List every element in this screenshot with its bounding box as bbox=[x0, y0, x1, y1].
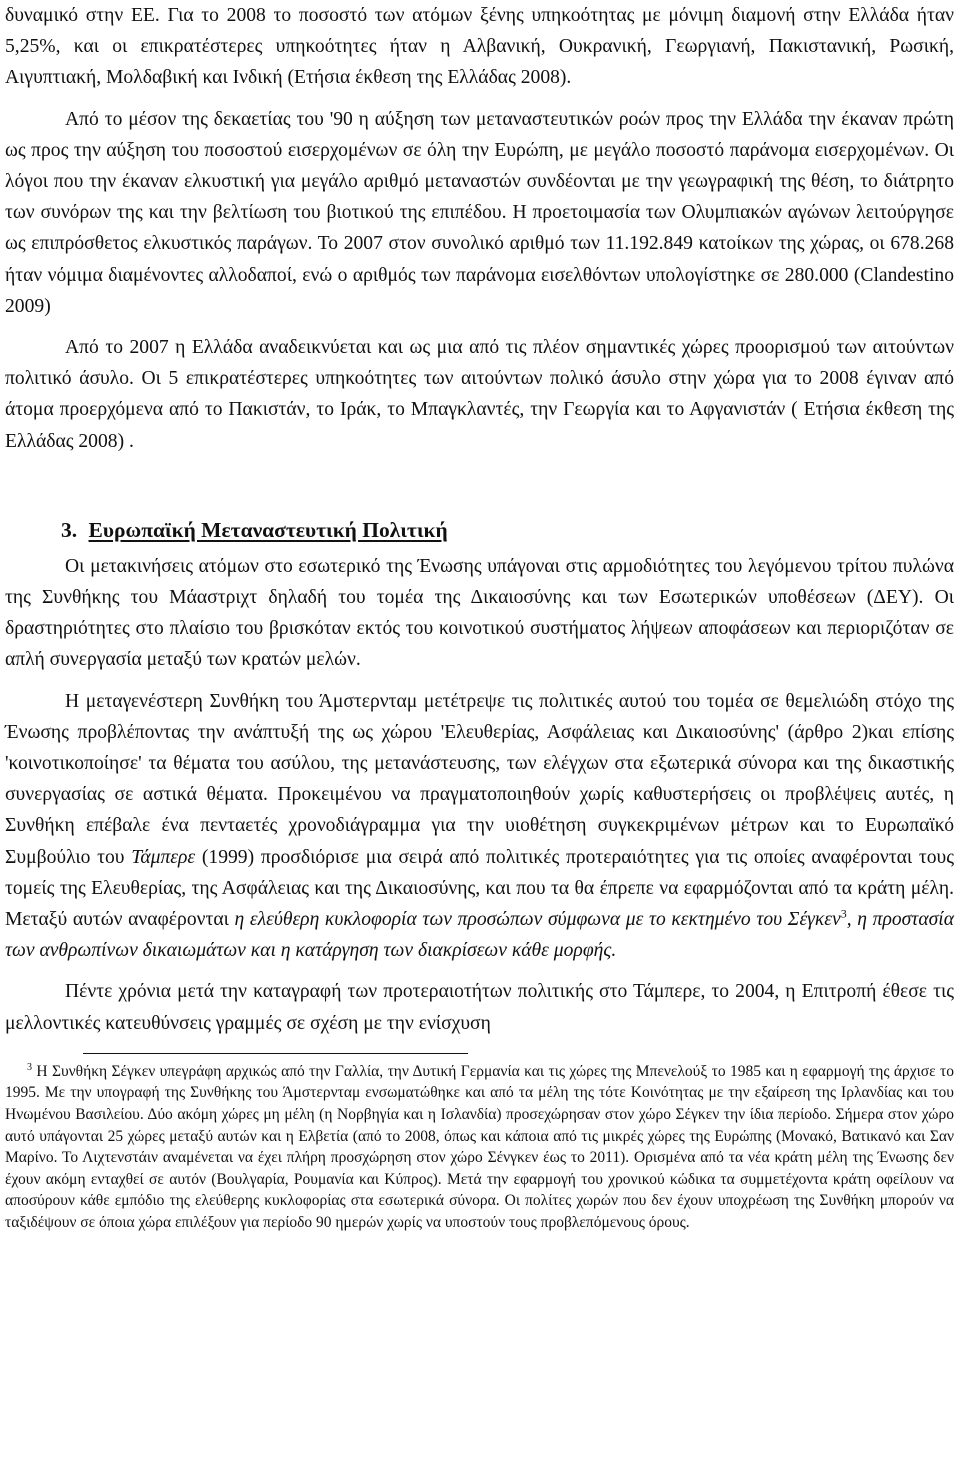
paragraph-amsterdam-part-a: Η μεταγενέστερη Συνθήκη του Άμστερνταμ μετέτρεψε τις πολιτικές αυτού του τομέα σε θεμελιώδη στόχο της Ένωσης προβλέποντας την ανάπτυξή της ως χώρου 'Ελευθερίας, Ασφάλειας και Δικαιοσύνης' (άρθρο 2)και επίσης 'κοινοτικοποίησε' τα θέματα του ασύλου, της μετανάστευσης, των ελέγχων στα εξωτερικά σύνορα και της δικαστικής συνεργασίας σε αστικά θέματα. Προκειμένου να πραγματοποιηθούν χωρίς καθυστερήσεις οι προβλέψεις αυτές, η Συνθήκη επέβαλε ένα πενταετές χρονοδιάγραμμα για την υιοθέτηση συγκεκριμένων μέτρων και το Ευρωπαϊκό Συμβούλιο του bbox=[5, 690, 954, 868]
section-number: 3. bbox=[61, 517, 78, 542]
paragraph-five-years: Πέντε χρόνια μετά την καταγραφή των προτεραιοτήτων πολιτικής στο Τάμπερε, το 2004, η Επιτροπή έθεσε τις μελλοντικές κατευθύνσεις γραμμές σε σχέση με την ενίσχυση bbox=[5, 981, 954, 1034]
paragraph-third-pillar: Οι μετακινήσεις ατόμων στο εσωτερικό της Ένωσης υπάγοναι στις αρμοδιότητες του λεγόμενου τρίτου πυλώνα της Συνθήκης του Μάαστριχτ δηλαδή του τομέα της Δικαιοσύνης και των Εσωτερικών υποθέσεων (ΔΕΥ). Οι δραστηριότητες στο πλαίσιο του βρισκόταν εκτός του κοινοτικού συστήματος λήψεων αποφάσεων και περιοριζόταν σε απλή συνεργασία μεταξύ των κρατών μελών. bbox=[5, 555, 954, 671]
footnote-reference[interactable]: 3 bbox=[840, 906, 847, 921]
paragraph-amsterdam bbox=[5, 686, 954, 967]
paragraph-amsterdam-part-b: (1999) προσδιόρισε μια σειρά από πολιτικές προτεραιότητες για τις οποίες αναφέρονται τους τομείς της Ελευθερίας, της Ασφάλειας και της Δικαιοσύνης, και που τα θα έπρεπε να εφαρμόζονται από τα κράτη μέλη. Μεταξύ αυτών αναφέρονται bbox=[5, 846, 954, 931]
footnote-marker: 3 bbox=[27, 1061, 32, 1073]
section-title: Ευρωπαϊκή Μεταναστευτική Πολιτική bbox=[88, 517, 448, 542]
footnote-separator bbox=[83, 1053, 468, 1054]
rights-italic: , η προστασία των ανθρωπίνων δικαιωμάτων και η κατάργηση των διακρίσεων κάθε μορφής. bbox=[5, 909, 954, 962]
paragraph-migration-flows: Από το μέσον της δεκαετίας του '90 η αύξηση των μεταναστευτικών ροών προς την Ελλάδα την έκαναν πρώτη ως προς την αύξηση του ποσοστού εισερχομένων σε όλη την Ευρώπη, με μεγάλο ποσοστό παράνομα εισερχομένων. Οι λόγοι που την έκαναν ελκυστική για μεγάλο αριθμό μεταναστών συνδέονται με την γεωγραφική της θέση, το διάτρητο των συνόρων της και την βελτίωση του βιοτικού της επιπέδου. Η προετοιμασία των Ολυμπιακών αγώνων λειτούργησε ως επιπρόσθετος ελκυστικός παράγων. Το 2007 στον συνολικό αριθμό των 11.192.849 κατοίκων της χώρας, οι 678.268 ήταν νόμιμα διαμένοντες αλλοδαποί, ενώ ο αριθμός των παράνομα εισελθόντων υπολογίστηκε σε 280.000 (Clandestino 2009) bbox=[5, 108, 954, 317]
footnote-text bbox=[5, 1061, 954, 1234]
paragraph-intro: δυναμικό στην ΕΕ. Για το 2008 το ποσοστό των ατόμων ξένης υπηκοότητας με μόνιμη διαμονή στην Ελλάδα ήταν 5,25%, και οι επικρατέστερες υπηκοότητες ήταν η Αλβανική, Ουκρανική, Γεωργιανή, Πακιστανική, Ρωσική, Αιγυπτιακή, Μολδαβική και Ινδική (Ετήσια έκθεση της Ελλάδας 2008). bbox=[5, 5, 954, 89]
footnote-body: Η Συνθήκη Σέγκεν υπεγράφη αρχικώς από την Γαλλία, την Δυτική Γερμανία και τις χώρες της Μπενελούξ το 1985 και η εφαρμογή της άρχισε το 1995. Με την υπογραφή της Συνθήκης του Άμστερνταμ ενσωματώθηκε και από τα μέλη της τότε Κοινότητας με την εξαίρεση της Ιρλανδίας και του Ηνωμένου Βασιλείου. Δύο ακόμη χώρες μη μέλη (η Νορβηγία και η Ισλανδία) προσεχώρησαν στον χώρο Σέγκεν την ίδια περίοδο. Σήμερα στον χώρο αυτό υπάγονται 25 χώρες μεταξύ αυτών και η Ελβετία (από το 2008, όπως και κάποια από τις μικρές χώρες της Ευρώπης (Μονακό, Βατικανό και Σαν Μαρίνο. Το Λιχτενστάιν αναμένεται να έχει πλήρη προσχώρηση στον χώρο Σένγκεν έως το 2011). Ορισμένα από τα νέα κράτη μέλη της Ένωσης δεν έχουν ακόμη ενταχθεί σε αυτόν (Βουλγαρία, Ρουμανία και Κύπρος). Μετά την εφαρμογή του χρονικού κώδικα τα συμμετέχοντα κράτη οφείλουν να αποσύρουν κάθε εμπόδιο της ελεύθερης κυκλοφορίας στα εσωτερικά σύνορα. Οι πολίτες χωρών που δεν έχουν υποχρέωση της Συνθήκη μπορούν να ταξιδέψουν σε όποια χώρα επιλέξουν για περίοδο 90 ημερών χωρίς να υποστούν τους προβλεπόμενους όρους. bbox=[5, 1062, 954, 1232]
paragraph-asylum: Από το 2007 η Ελλάδα αναδεικνύεται και ως μια από τις πλέον σημαντικές χώρες προορισμού των αιτούντων πολιτικό άσυλο. Οι 5 επικρατέστερες υπηκοότητες των αιτούντων πολικό άσυλο στην χώρα για το 2008 έγιναν από άτομα προερχόμενα από το Πακιστάν, το Ιράκ, το Μπαγκλαντές, την Γεωργία και το Αφγανιστάν ( Ετήσια έκθεση της Ελλάδας 2008) . bbox=[5, 337, 954, 452]
free-movement-italic: η ελεύθερη κυκλοφορία των προσώπων σύμφωνα με το κεκτημένο του Σέγκεν bbox=[234, 909, 841, 931]
section-heading bbox=[5, 515, 954, 545]
tampere-italic: Τάμπερε bbox=[131, 846, 196, 868]
